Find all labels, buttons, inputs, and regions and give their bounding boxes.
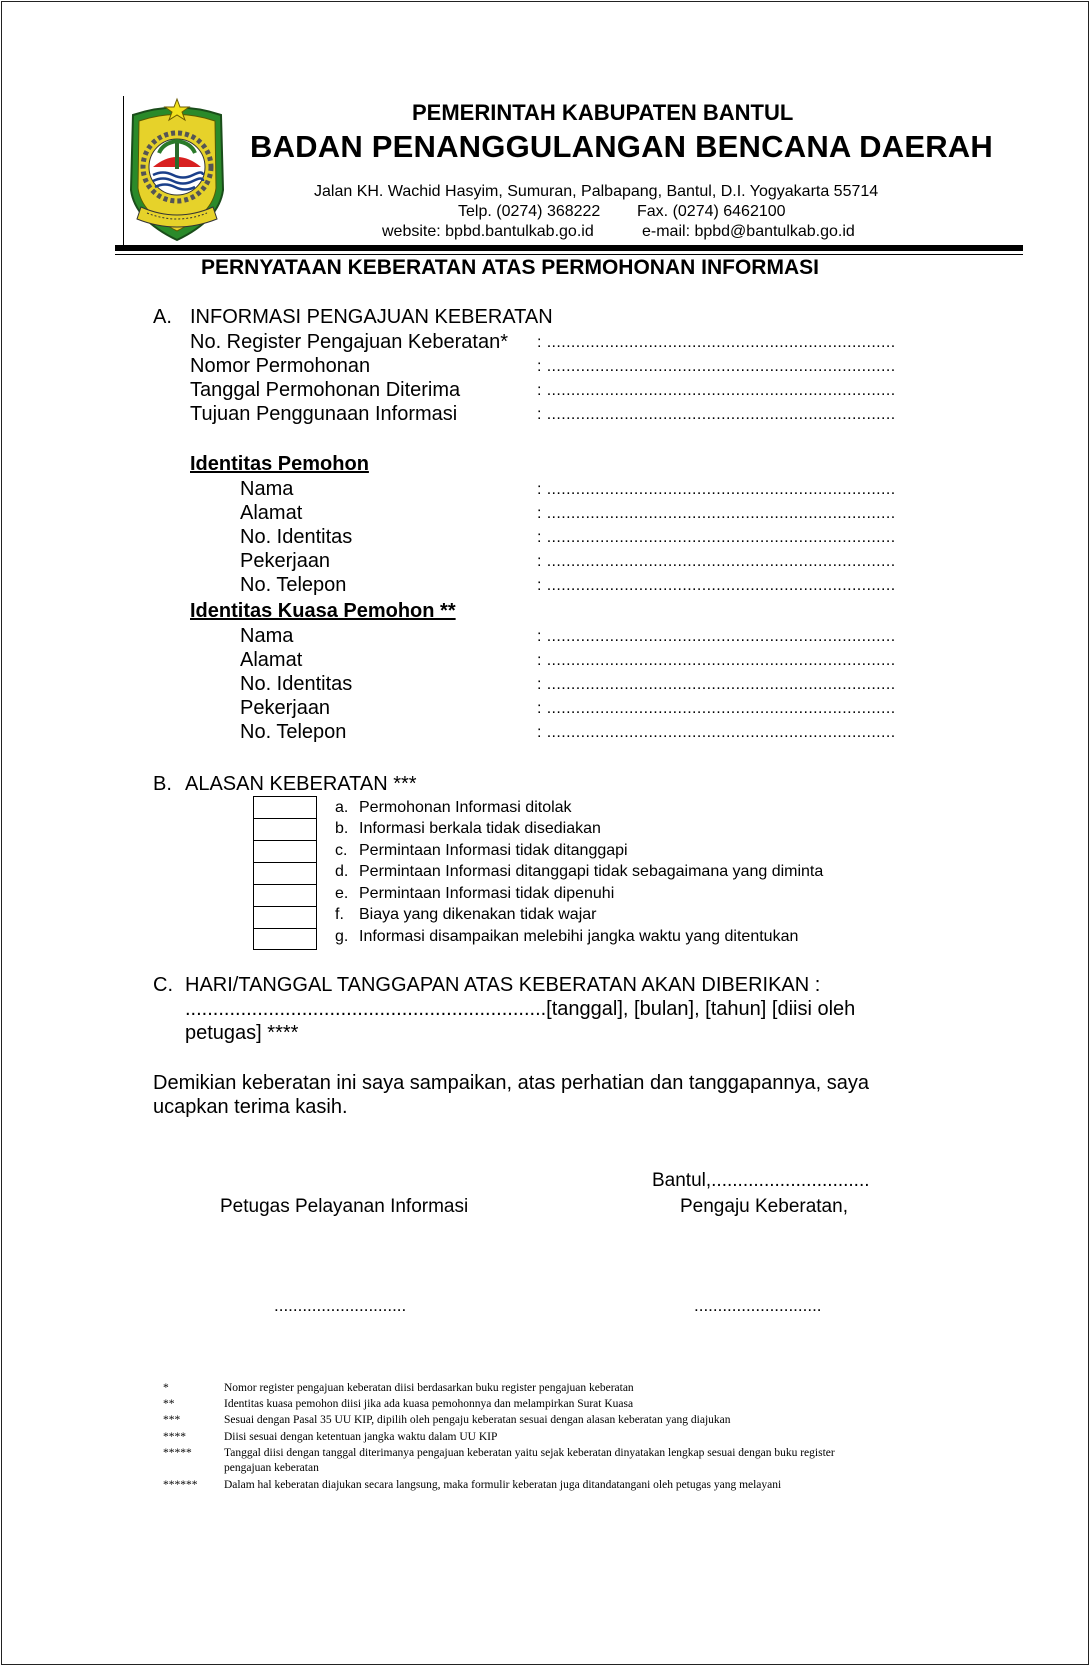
- field-value[interactable]: : ........................................................................: [537, 724, 896, 741]
- header-phone: Telp. (0274) 368222: [458, 203, 601, 220]
- section-c-heading: HARI/TANGGAL TANGGAPAN ATAS KEBERATAN AKAN DIBERIKAN :: [185, 974, 821, 996]
- reason-checkbox-e[interactable]: [253, 884, 317, 906]
- footnote-text: Tanggal diisi dengan tanggal diterimanya pengajuan keberatan yaitu sejak keberatan dinyatakan lengkap sesuai dengan buku register: [224, 1447, 835, 1459]
- reason-checkbox-b[interactable]: [253, 818, 317, 840]
- field-label: Nama: [240, 625, 294, 647]
- place-date[interactable]: Bantul,..............................: [652, 1170, 870, 1191]
- field-label: No. Register Pengajuan Keberatan*: [190, 331, 508, 353]
- field-value[interactable]: : ........................................................................: [537, 406, 896, 423]
- document-title: PERNYATAAN KEBERATAN ATAS PERMOHONAN INFORMASI: [201, 256, 819, 279]
- field-value[interactable]: : ........................................................................: [537, 628, 896, 645]
- field-label: Pekerjaan: [240, 697, 331, 719]
- field-label: No. Identitas: [240, 673, 353, 695]
- letterhead-rule-thick: [115, 245, 1023, 251]
- reason-text: Permohonan Informasi ditolak: [359, 799, 572, 816]
- response-date-line[interactable]: .................................................................[tanggal], [bulan], [tahun] [diisi oleh: [185, 998, 856, 1020]
- section-a-heading: INFORMASI PENGAJUAN KEBERATAN: [190, 306, 553, 328]
- section-b-label: B.: [153, 773, 172, 795]
- reason-letter: e.: [335, 885, 349, 902]
- field-value[interactable]: : ........................................................................: [537, 676, 896, 693]
- footnote-text-continued: pengajuan keberatan: [224, 1462, 319, 1474]
- section-c-label: C.: [153, 974, 173, 996]
- reason-text: Permintaan Informasi tidak dipenuhi: [359, 885, 615, 902]
- reason-letter: a.: [335, 799, 349, 816]
- section-b-heading: ALASAN KEBERATAN ***: [185, 773, 417, 795]
- footnote-mark: ****: [163, 1431, 186, 1443]
- closing-line-2: ucapkan terima kasih.: [153, 1096, 348, 1118]
- header-website: website: bpbd.bantulkab.go.id: [382, 223, 594, 240]
- field-value[interactable]: : ........................................................................: [537, 577, 896, 594]
- field-label: Nama: [240, 478, 294, 500]
- field-value[interactable]: : ........................................................................: [537, 652, 896, 669]
- field-label: Nomor Permohonan: [190, 355, 371, 377]
- field-value[interactable]: : ........................................................................: [537, 529, 896, 546]
- reason-letter: f.: [335, 906, 344, 923]
- response-date-note: petugas] ****: [185, 1022, 299, 1044]
- header-address: Jalan KH. Wachid Hasyim, Sumuran, Palbapang, Bantul, D.I. Yogyakarta 55714: [314, 183, 879, 200]
- field-label: Alamat: [240, 502, 303, 524]
- header-fax: Fax. (0274) 6462100: [637, 203, 786, 220]
- reason-checkbox-g[interactable]: [253, 928, 317, 950]
- reason-letter: b.: [335, 820, 349, 837]
- field-label: No. Identitas: [240, 526, 353, 548]
- reason-letter: c.: [335, 842, 348, 859]
- footnote-mark: ***: [163, 1414, 181, 1426]
- field-value[interactable]: : ........................................................................: [537, 505, 896, 522]
- field-value[interactable]: : ........................................................................: [537, 481, 896, 498]
- field-value[interactable]: : ........................................................................: [537, 382, 896, 399]
- applicant-signature-line[interactable]: ...........................: [694, 1296, 822, 1315]
- proxy-identity-heading: Identitas Kuasa Pemohon **: [190, 600, 456, 622]
- footnote-mark: *: [163, 1382, 169, 1394]
- footnote-text: Diisi sesuai dengan ketentuan jangka waktu dalam UU KIP: [224, 1431, 498, 1443]
- field-label: No. Telepon: [240, 574, 347, 596]
- field-value[interactable]: : ........................................................................: [537, 700, 896, 717]
- reason-text: Permintaan Informasi ditanggapi tidak sebagaimana yang diminta: [359, 863, 824, 880]
- reason-checkbox-a[interactable]: [253, 796, 317, 818]
- reason-letter: g.: [335, 928, 349, 945]
- field-label: Tujuan Penggunaan Informasi: [190, 403, 458, 425]
- reason-checkbox-c[interactable]: [253, 840, 317, 862]
- header-government: PEMERINTAH KABUPATEN BANTUL: [412, 100, 794, 125]
- closing-line-1: Demikian keberatan ini saya sampaikan, atas perhatian dan tanggapannya, saya: [153, 1072, 870, 1094]
- field-label: Alamat: [240, 649, 303, 671]
- footnote-mark: *****: [163, 1447, 192, 1459]
- applicant-signature-label: Pengaju Keberatan,: [680, 1196, 848, 1217]
- reason-letter: d.: [335, 863, 349, 880]
- footnote-mark: ******: [163, 1479, 198, 1491]
- footnote-text: Identitas kuasa pemohon diisi jika ada kuasa pemohonnya dan melampirkan Surat Kuasa: [224, 1398, 634, 1410]
- reason-checkbox-d[interactable]: [253, 862, 317, 884]
- field-label: Tanggal Permohonan Diterima: [190, 379, 461, 401]
- letterhead-rule-thin: [115, 254, 1023, 255]
- header-agency: BADAN PENANGGULANGAN BENCANA DAERAH: [250, 129, 993, 164]
- field-value[interactable]: : ........................................................................: [537, 553, 896, 570]
- bantul-emblem-logo: [123, 95, 231, 245]
- header-email: e-mail: bpbd@bantulkab.go.id: [642, 223, 855, 240]
- reason-text: Informasi disampaikan melebihi jangka waktu yang ditentukan: [359, 928, 799, 945]
- field-label: Pekerjaan: [240, 550, 331, 572]
- footnote-text: Nomor register pengajuan keberatan diisi berdasarkan buku register pengajuan keberatan: [224, 1382, 634, 1394]
- footnote-text: Sesuai dengan Pasal 35 UU KIP, dipilih oleh pengaju keberatan sesuai dengan alasan keberatan yang diajukan: [224, 1414, 731, 1426]
- applicant-identity-heading: Identitas Pemohon: [190, 453, 369, 475]
- field-label: No. Telepon: [240, 721, 347, 743]
- field-value[interactable]: : ........................................................................: [537, 334, 896, 351]
- field-value[interactable]: : ........................................................................: [537, 358, 896, 375]
- officer-signature-line[interactable]: ............................: [274, 1296, 407, 1315]
- reason-text: Permintaan Informasi tidak ditanggapi: [359, 842, 628, 859]
- reason-text: Informasi berkala tidak disediakan: [359, 820, 601, 837]
- reason-checkbox-f[interactable]: [253, 906, 317, 928]
- footnote-mark: **: [163, 1398, 175, 1410]
- officer-signature-label: Petugas Pelayanan Informasi: [220, 1196, 469, 1217]
- section-a-label: A.: [153, 306, 172, 328]
- footnote-text: Dalam hal keberatan diajukan secara langsung, maka formulir keberatan juga ditandatangani oleh petugas yang melayani: [224, 1479, 782, 1491]
- reason-text: Biaya yang dikenakan tidak wajar: [359, 906, 597, 923]
